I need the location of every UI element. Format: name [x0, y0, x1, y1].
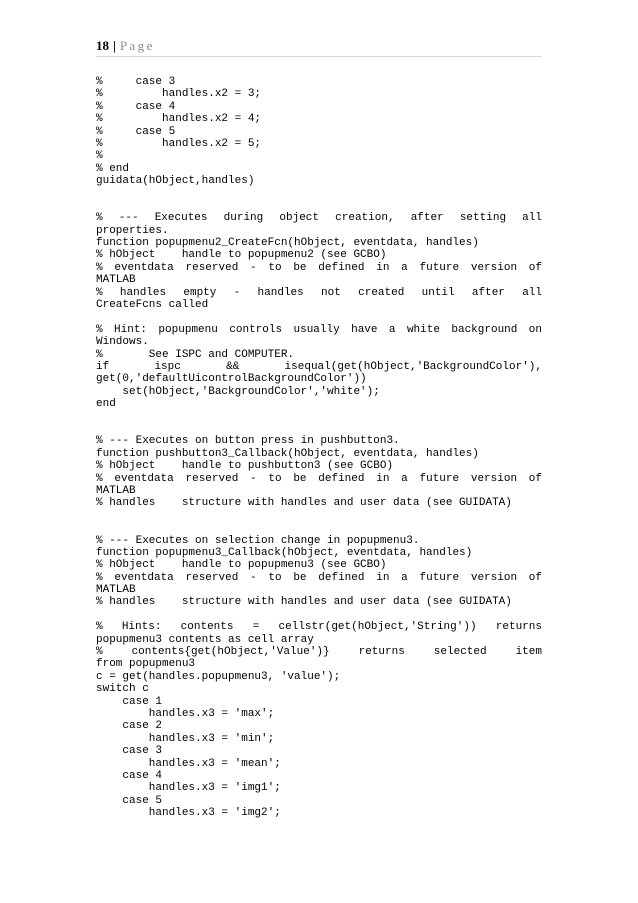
blank-line — [96, 188, 542, 213]
code-line: % case 5 — [96, 125, 176, 138]
code-line: function popupmenu3_Callback(hObject, eventdata, handles) — [96, 546, 473, 559]
code-line: % handles.x2 = 5; — [96, 137, 262, 150]
page-label: Page — [119, 38, 155, 53]
code-line: % handles.x2 = 3; — [96, 88, 262, 101]
code-line: case 2 — [96, 720, 163, 733]
code-line: % handles structure with handles and user data (see GUIDATA) — [96, 497, 512, 510]
code-line: % Hints: contents = cellstr(get(hObject,'String')) returns — [96, 621, 542, 634]
code-line: get(0,'defaultUicontrolBackgroundColor')) — [96, 373, 367, 386]
code-line: % --- Executes during object creation, after setting all — [96, 212, 542, 225]
code-line: case 3 — [96, 745, 163, 758]
code-line: % eventdata reserved - to be defined in a future version of — [96, 472, 542, 485]
code-line: % See ISPC and COMPUTER. — [96, 348, 295, 361]
code-line: handles.x3 = 'max'; — [96, 707, 275, 720]
code-line: switch c — [96, 683, 149, 696]
code-line: if ispc && isequal(get(hObject,'BackgroundColor'), — [96, 361, 542, 373]
code-line: c = get(handles.popupmenu3, 'value'); — [96, 670, 341, 683]
code-line: set(hObject,'BackgroundColor','white'); — [96, 385, 380, 398]
code-listing — [96, 76, 542, 819]
code-line: function pushbutton3_Callback(hObject, eventdata, handles) — [96, 447, 479, 460]
page-header — [96, 37, 542, 57]
code-line: popupmenu3 contents as cell array — [96, 633, 314, 646]
code-line: % eventdata reserved - to be defined in a future version of — [96, 261, 542, 274]
code-line: case 4 — [96, 769, 163, 782]
code-line: handles.x3 = 'img2'; — [96, 807, 281, 820]
code-line: function popupmenu2_CreateFcn(hObject, eventdata, handles) — [96, 237, 479, 250]
code-line: from popupmenu3 — [96, 658, 196, 671]
code-line: guidata(hObject,handles) — [96, 175, 255, 188]
code-line: % handles structure with handles and user data (see GUIDATA) — [96, 596, 512, 609]
code-line: % handles empty - handles not created until after all — [96, 286, 542, 299]
page-number: 18 — [96, 38, 109, 53]
blank-line — [96, 311, 542, 323]
code-line: % hObject handle to popupmenu2 (see GCBO) — [96, 249, 387, 262]
code-line: case 5 — [96, 794, 163, 807]
code-line: % — [96, 150, 103, 163]
code-line: handles.x3 = 'img1'; — [96, 782, 281, 795]
code-line: properties. — [96, 224, 169, 237]
code-line: % hObject handle to popupmenu3 (see GCBO) — [96, 559, 387, 572]
code-line: MATLAB — [96, 584, 136, 597]
blank-line — [96, 411, 542, 436]
code-line: MATLAB — [96, 274, 136, 287]
code-line: % end — [96, 162, 130, 175]
code-line: % case 4 — [96, 100, 176, 113]
code-line: % --- Executes on button press in pushbutton3. — [96, 435, 400, 448]
code-line: % eventdata reserved - to be defined in a future version of — [96, 571, 542, 584]
code-line: CreateFcns called — [96, 299, 209, 312]
code-line: handles.x3 = 'mean'; — [96, 757, 281, 770]
code-line: % handles.x2 = 4; — [96, 113, 262, 126]
blank-line — [96, 609, 542, 621]
blank-line — [96, 510, 542, 535]
code-line: % contents{get(hObject,'Value')} returns selected item — [96, 646, 542, 659]
code-line: case 1 — [96, 695, 163, 708]
code-line: % hObject handle to pushbutton3 (see GCBO) — [96, 460, 394, 473]
code-line: % --- Executes on selection change in popupmenu3. — [96, 534, 420, 547]
code-line: handles.x3 = 'min'; — [96, 732, 275, 745]
code-line: Windows. — [96, 336, 149, 349]
code-line: MATLAB — [96, 484, 136, 497]
code-line: % case 3 — [96, 76, 176, 88]
header-separator: | — [113, 38, 116, 53]
code-line: end — [96, 398, 116, 411]
code-line: % Hint: popupmenu controls usually have a white background on — [96, 323, 542, 336]
